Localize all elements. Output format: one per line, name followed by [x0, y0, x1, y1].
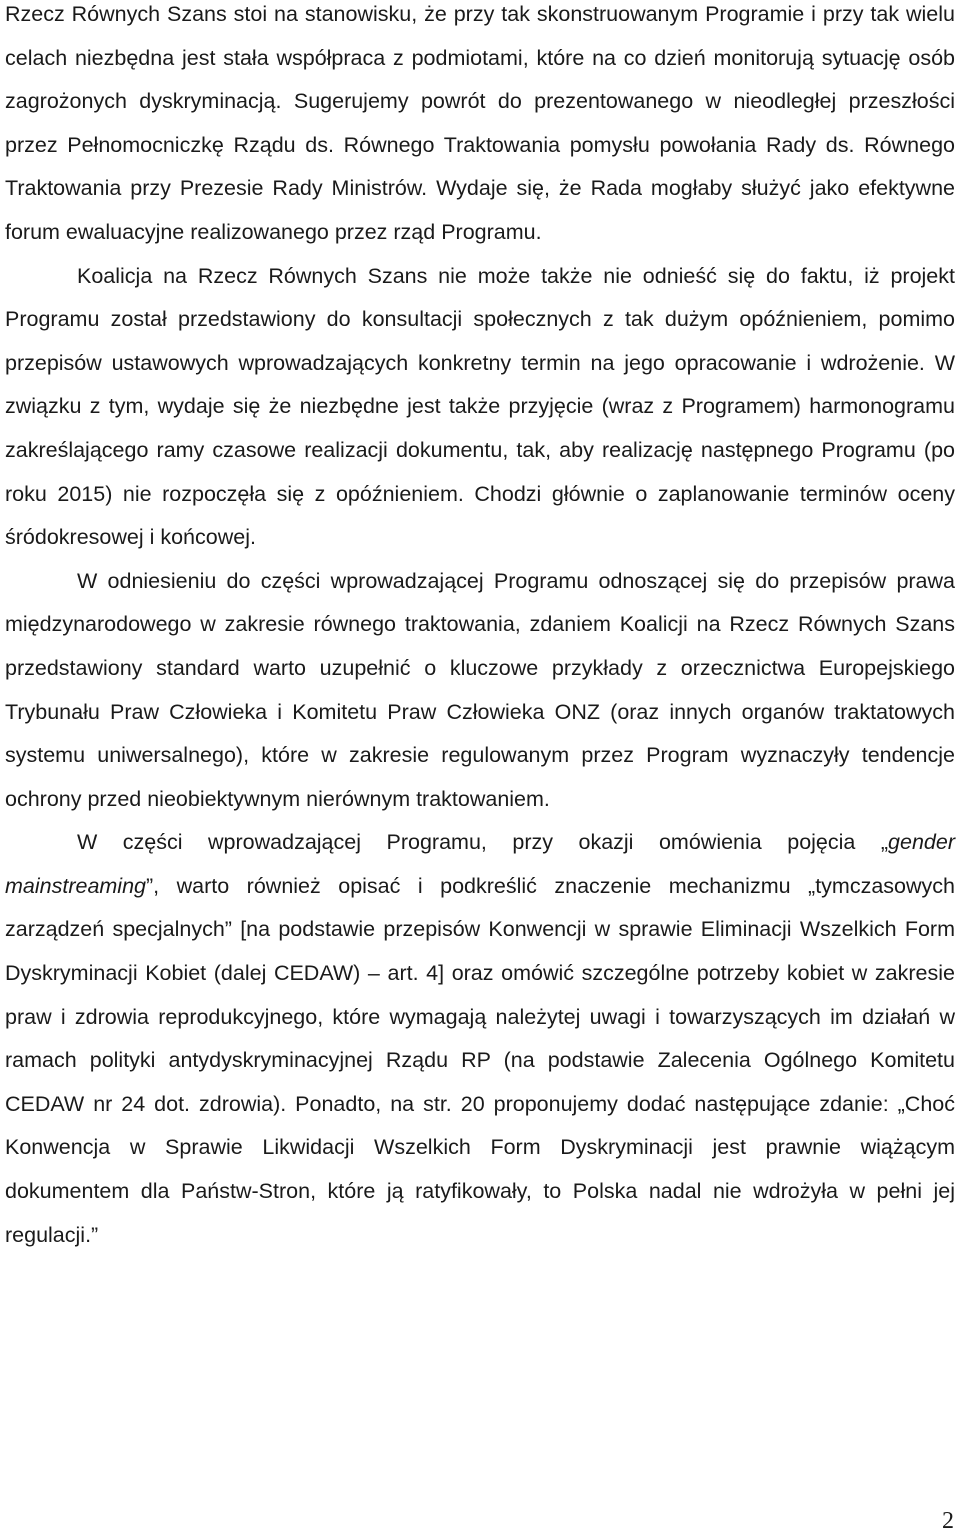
paragraph-1: Rzecz Równych Szans stoi na stanowisku, że przy tak skonstruowanym Programie i przy tak wielu celach niezbędna jest stała współpraca z podmiotami, które na co dzień monitorują sytuację osób zagrożonych dyskryminacją. Sugerujemy powrót do prezentowanego w nieodległej przeszłości przez Pełnomocniczkę Rządu ds. Równego Traktowania pomysłu powołania Rady ds. Równego Traktowania przy Prezesie Rady Ministrów. Wydaje się, że Rada mogłaby służyć jako efektywne forum ewaluacyjne realizowanego przez rząd Programu.	[5, 2, 955, 244]
document-page	[5, 0, 955, 1257]
paragraph-3: W odniesieniu do części wprowadzającej Programu odnoszącej się do przepisów prawa międzynarodowego w zakresie równego traktowania, zdaniem Koalicji na Rzecz Równych Szans przedstawiony standard warto uzupełnić o kluczowe przykłady z orzecznictwa Europejskiego Trybunału Praw Człowieka i Komitetu Praw Człowieka ONZ (oraz innych organów traktatowych systemu uniwersalnego), które w zakresie regulowanym przez Program wyznaczyły tendencje ochrony przed nieobiektywnym nierównym traktowaniem.	[5, 568, 955, 811]
paragraph-2: Koalicja na Rzecz Równych Szans nie może także nie odnieść się do faktu, iż projekt Programu został przedstawiony do konsultacji społecznych z tak dużym opóźnieniem, pomimo przepisów ustawowych wprowadzających konkretny termin na jego opracowanie i wdrożenie. W związku z tym, wydaje się że niezbędne jest także przyjęcie (wraz z Programem) harmonogramu zakreślającego ramy czasowe realizacji dokumentu, tak, aby realizację następnego Programu (po roku 2015) nie rozpoczęła się z opóźnieniem. Chodzi głównie o zaplanowanie terminów oceny śródokresowej i końcowej.	[5, 263, 955, 550]
page-number: 2	[942, 1508, 954, 1534]
paragraph-4-italic-term: gender mainstreaming	[5, 830, 955, 898]
paragraph-4	[5, 821, 955, 1257]
paragraph-4-text-before: W części wprowadzającej Programu, przy okazji omówienia pojęcia „	[77, 830, 889, 855]
paragraph-4-text-after: ”, warto również opisać i podkreślić znaczenie mechanizmu „tymczasowych zarządzeń specjalnych” [na podstawie przepisów Konwencji w sprawie Eliminacji Wszelkich Form Dyskryminacji Kobiet (dalej CEDAW) – art. 4] oraz omówić szczególne potrzeby kobiet w zakresie praw i zdrowia reprodukcyjnego, które wymagają należytej uwagi i towarzyszących im działań w ramach polityki antydyskryminacyjnej Rządu RP (na podstawie Zalecenia Ogólnego Komitetu CEDAW nr 24 dot. zdrowia). Ponadto, na str. 20 proponujemy dodać następujące zdanie: „Choć Konwencja w Sprawie Likwidacji Wszelkich Form Dyskryminacji jest prawnie wiążącym dokumentem dla Państw-Stron, które ją ratyfikowały, to Polska nadal nie wdrożyła w pełni jej regulacji.”	[5, 873, 955, 1247]
